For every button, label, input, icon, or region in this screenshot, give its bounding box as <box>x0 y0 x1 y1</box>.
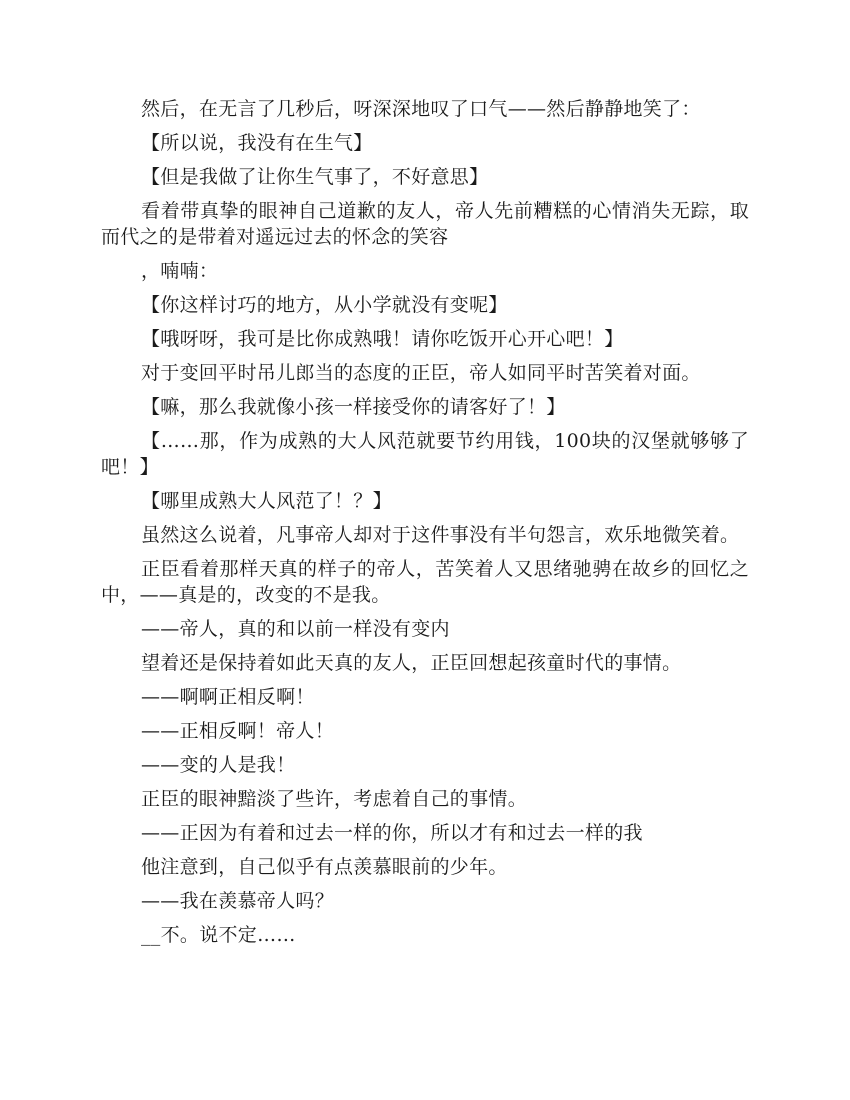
paragraph: 然后，在无言了几秒后，呀深深地叹了口气——然后静静地笑了： <box>141 98 701 120</box>
paragraph: __不。说不定…… <box>141 924 296 946</box>
paragraph: 对于变回平时吊儿郎当的态度的正臣，帝人如同平时苦笑着对面。 <box>141 362 701 384</box>
paragraph: 【……那，作为成熟的大人风范就要节约用钱，100块的汉堡就够够了吧！】 <box>101 430 749 478</box>
paragraph: 虽然这么说着，凡事帝人却对于这件事没有半句怨言，欢乐地微笑着。 <box>141 524 740 546</box>
paragraph: 【但是我做了让你生气事了，不好意思】 <box>141 166 489 188</box>
paragraph: 他注意到，自己似乎有点羡慕眼前的少年。 <box>141 856 508 878</box>
paragraph: 【你这样讨巧的地方，从小学就没有变呢】 <box>141 294 508 316</box>
paragraph: ——正相反啊！帝人！ <box>141 720 335 742</box>
paragraph: 正臣的眼神黯淡了些许，考虑着自己的事情。 <box>141 788 528 810</box>
paragraph: ——啊啊正相反啊！ <box>141 686 315 708</box>
paragraph: 【所以说，我没有在生气】 <box>141 132 373 154</box>
paragraph: 正臣看着那样天真的样子的帝人，苦笑着人又思绪驰骋在故乡的回忆之中，——真是的，改变的不是我。 <box>101 558 749 606</box>
paragraph: ——我在羡慕帝人吗？ <box>141 890 335 912</box>
paragraph: 【哦呀呀，我可是比你成熟哦！请你吃饭开心开心吧！】 <box>141 328 624 350</box>
document-body <box>101 96 749 956</box>
paragraph: 望着还是保持着如此天真的友人，正臣回想起孩童时代的事情。 <box>141 652 682 674</box>
paragraph: ——正因为有着和过去一样的你，所以才有和过去一样的我 <box>141 822 643 844</box>
paragraph: ——变的人是我！ <box>141 754 296 776</box>
paragraph: 【哪里成熟大人风范了！？】 <box>141 490 392 512</box>
paragraph: 【嘛，那么我就像小孩一样接受你的请客好了！】 <box>141 396 566 418</box>
paragraph: ，喃喃： <box>141 260 219 282</box>
paragraph: ——帝人，真的和以前一样没有变内 <box>141 618 450 640</box>
paragraph: 看着带真挚的眼神自己道歉的友人，帝人先前糟糕的心情消失无踪，取而代之的是带着对遥远过去的怀念的笑容 <box>101 200 749 248</box>
